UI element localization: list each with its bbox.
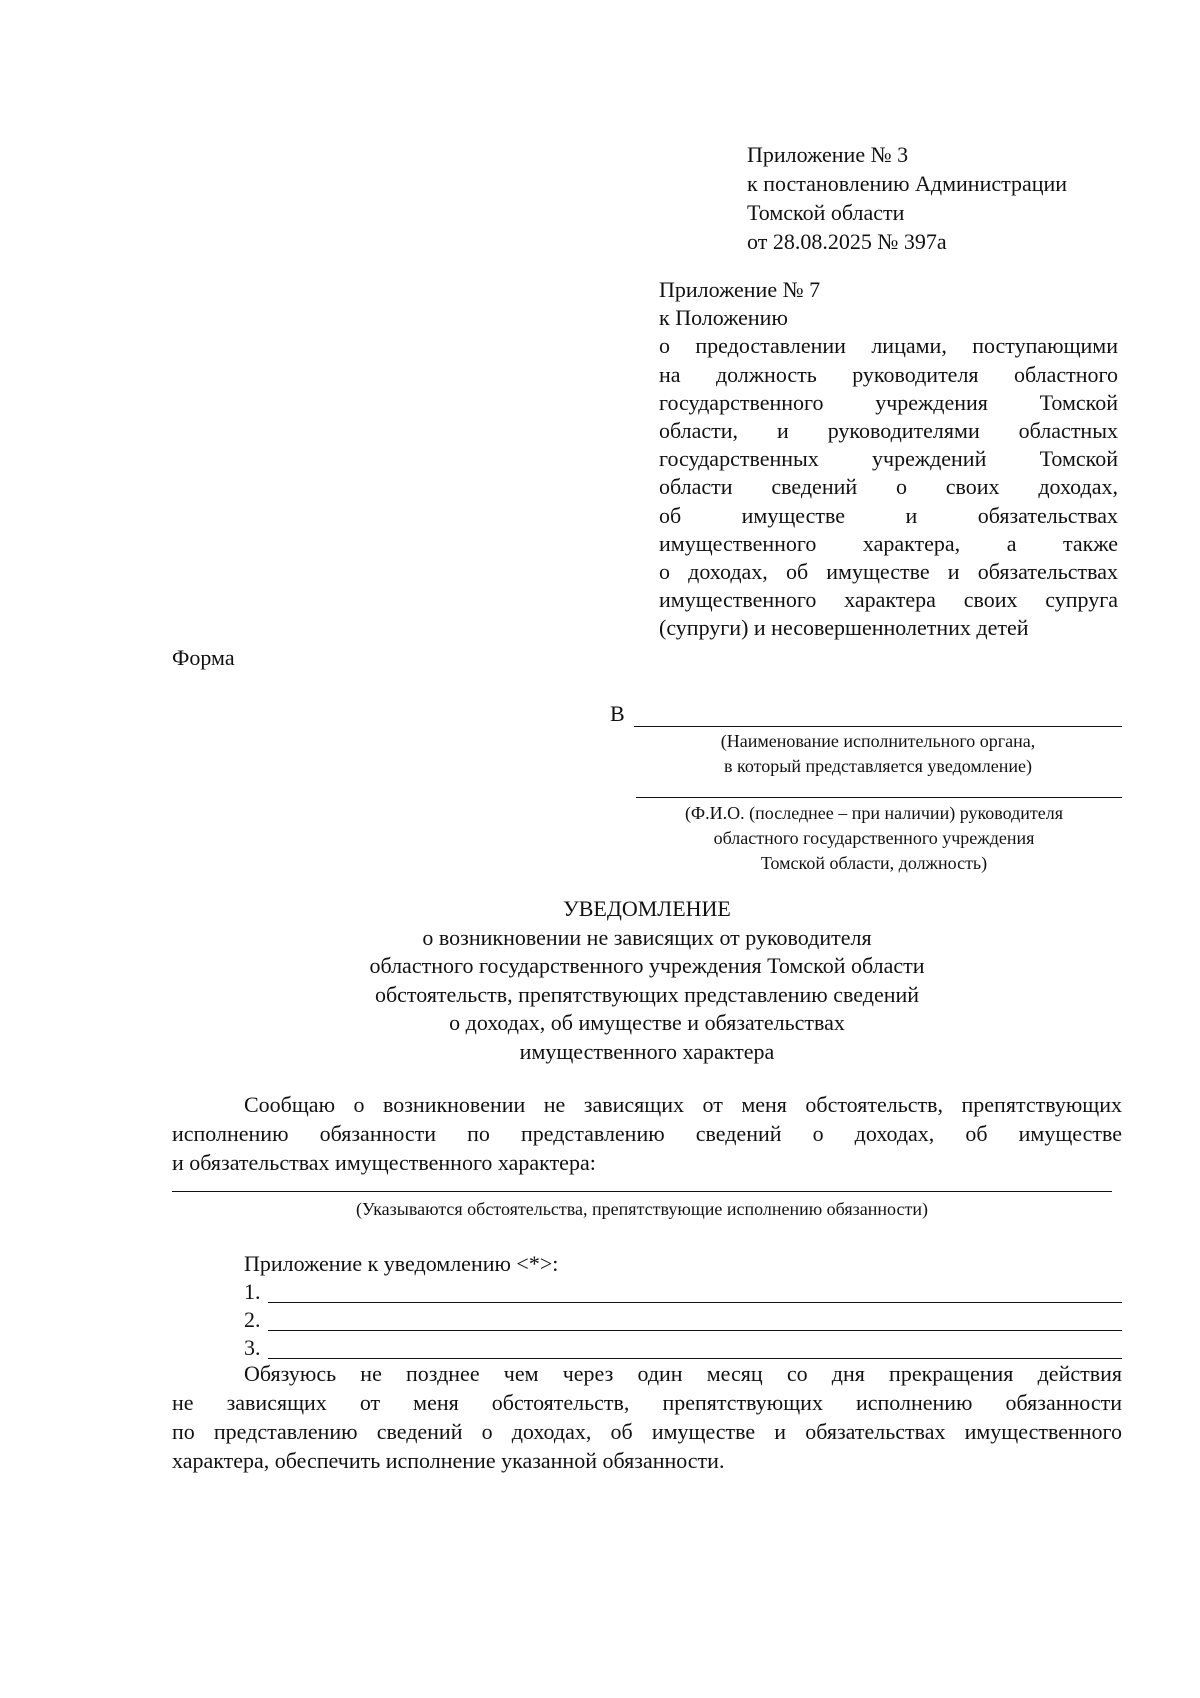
appendix-7-header (659, 276, 1118, 642)
attachment-row (172, 1334, 1122, 1362)
appendix-7-line: о предоставлении лицами, поступающими (659, 333, 1118, 359)
attachment-row (172, 1306, 1122, 1334)
person-name-caption (626, 801, 1122, 876)
attachments-section (172, 1249, 1122, 1362)
notice-title (172, 895, 1122, 1067)
appendix-7-line: государственных учреждений Томской (659, 446, 1118, 472)
notice-subtitle-line: обстоятельств, препятствующих представлению сведений (374, 981, 920, 1007)
appendix-7-line: об имуществе и обязательствах (659, 502, 1118, 528)
appendix-7-line: имущественного характера, а также (659, 530, 1118, 556)
caption-line: областного государственного учреждения (713, 828, 1035, 848)
attachment-blank-line[interactable] (268, 1330, 1122, 1331)
paragraph-line: по представлению сведений о доходах, об имуществе и обязательствах имущественного (172, 1419, 1122, 1444)
notice-subtitle-line: о доходах, об имуществе и обязательствах (449, 1010, 845, 1036)
org-name-caption (634, 729, 1122, 779)
to-org-row (600, 700, 1122, 728)
org-name-blank-line[interactable] (634, 726, 1122, 727)
notice-paragraph (172, 1090, 1122, 1177)
appendix-7-line: области сведений о своих доходах, (659, 474, 1118, 500)
paragraph-line: характера, обеспечить исполнение указанной обязанности. (172, 1448, 725, 1473)
appendix-7-line: к Положению (659, 305, 788, 331)
appendix-3-line: от 28.08.2025 № 397а (747, 229, 947, 254)
caption-line: (Наименование исполнительного органа, (720, 731, 1036, 751)
caption-line: в который представляется уведомление) (724, 756, 1032, 776)
appendix-3-header (747, 140, 1127, 256)
appendix-3-line: Приложение № 3 (747, 142, 909, 167)
notice-subtitle-line: имущественного характера (519, 1038, 775, 1064)
notice-heading: УВЕДОМЛЕНИЕ (563, 896, 731, 921)
attachment-number: 1. (244, 1279, 261, 1304)
notice-subtitle-line: о возникновении не зависящих от руководителя (422, 924, 872, 950)
paragraph-line: Сообщаю о возникновении не зависящих от меня обстоятельств, препятствующих (244, 1092, 1122, 1117)
circumstances-caption: (Указываются обстоятельства, препятствующие исполнению обязанности) (356, 1199, 928, 1219)
attachment-row (172, 1278, 1122, 1306)
to-letter: В (610, 701, 625, 726)
attachment-number: 2. (244, 1307, 261, 1332)
attachment-number: 3. (244, 1335, 261, 1360)
caption-line: Томской области, должность) (760, 853, 988, 873)
appendix-7-line: на должность руководителя областного (659, 361, 1118, 387)
appendix-3-line: Томской области (747, 200, 905, 225)
appendix-7-line: Приложение № 7 (659, 277, 821, 302)
paragraph-line: Обязуюсь не позднее чем через один месяц со дня прекращения действия (244, 1361, 1122, 1386)
appendix-7-line: государственного учреждения Томской (659, 389, 1118, 415)
attachments-heading: Приложение к уведомлению <*>: (244, 1251, 559, 1276)
paragraph-line: не зависящих от меня обстоятельств, препятствующих исполнению обязанности (172, 1390, 1122, 1415)
circumstances-blank-line[interactable] (172, 1191, 1112, 1192)
notice-subtitle-line: областного государственного учреждения Томской области (369, 953, 925, 979)
paragraph-line: и обязательствах имущественного характера: (172, 1150, 596, 1175)
form-label: Форма (172, 645, 235, 670)
obligation-paragraph (172, 1359, 1122, 1475)
appendix-7-line: о доходах, об имуществе и обязательствах (659, 558, 1118, 584)
attachment-blank-line[interactable] (268, 1302, 1122, 1303)
person-name-blank-line[interactable] (636, 797, 1122, 798)
appendix-7-line: области, и руководителями областных (659, 417, 1118, 443)
appendix-3-line: к постановлению Администрации (747, 171, 1068, 196)
caption-line: (Ф.И.О. (последнее – при наличии) руководителя (684, 803, 1064, 823)
appendix-7-line: (супруги) и несовершеннолетних детей (659, 615, 1029, 641)
appendix-7-line: имущественного характера своих супруга (659, 587, 1118, 613)
paragraph-line: исполнению обязанности по представлению сведений о доходах, об имуществе (172, 1121, 1122, 1146)
